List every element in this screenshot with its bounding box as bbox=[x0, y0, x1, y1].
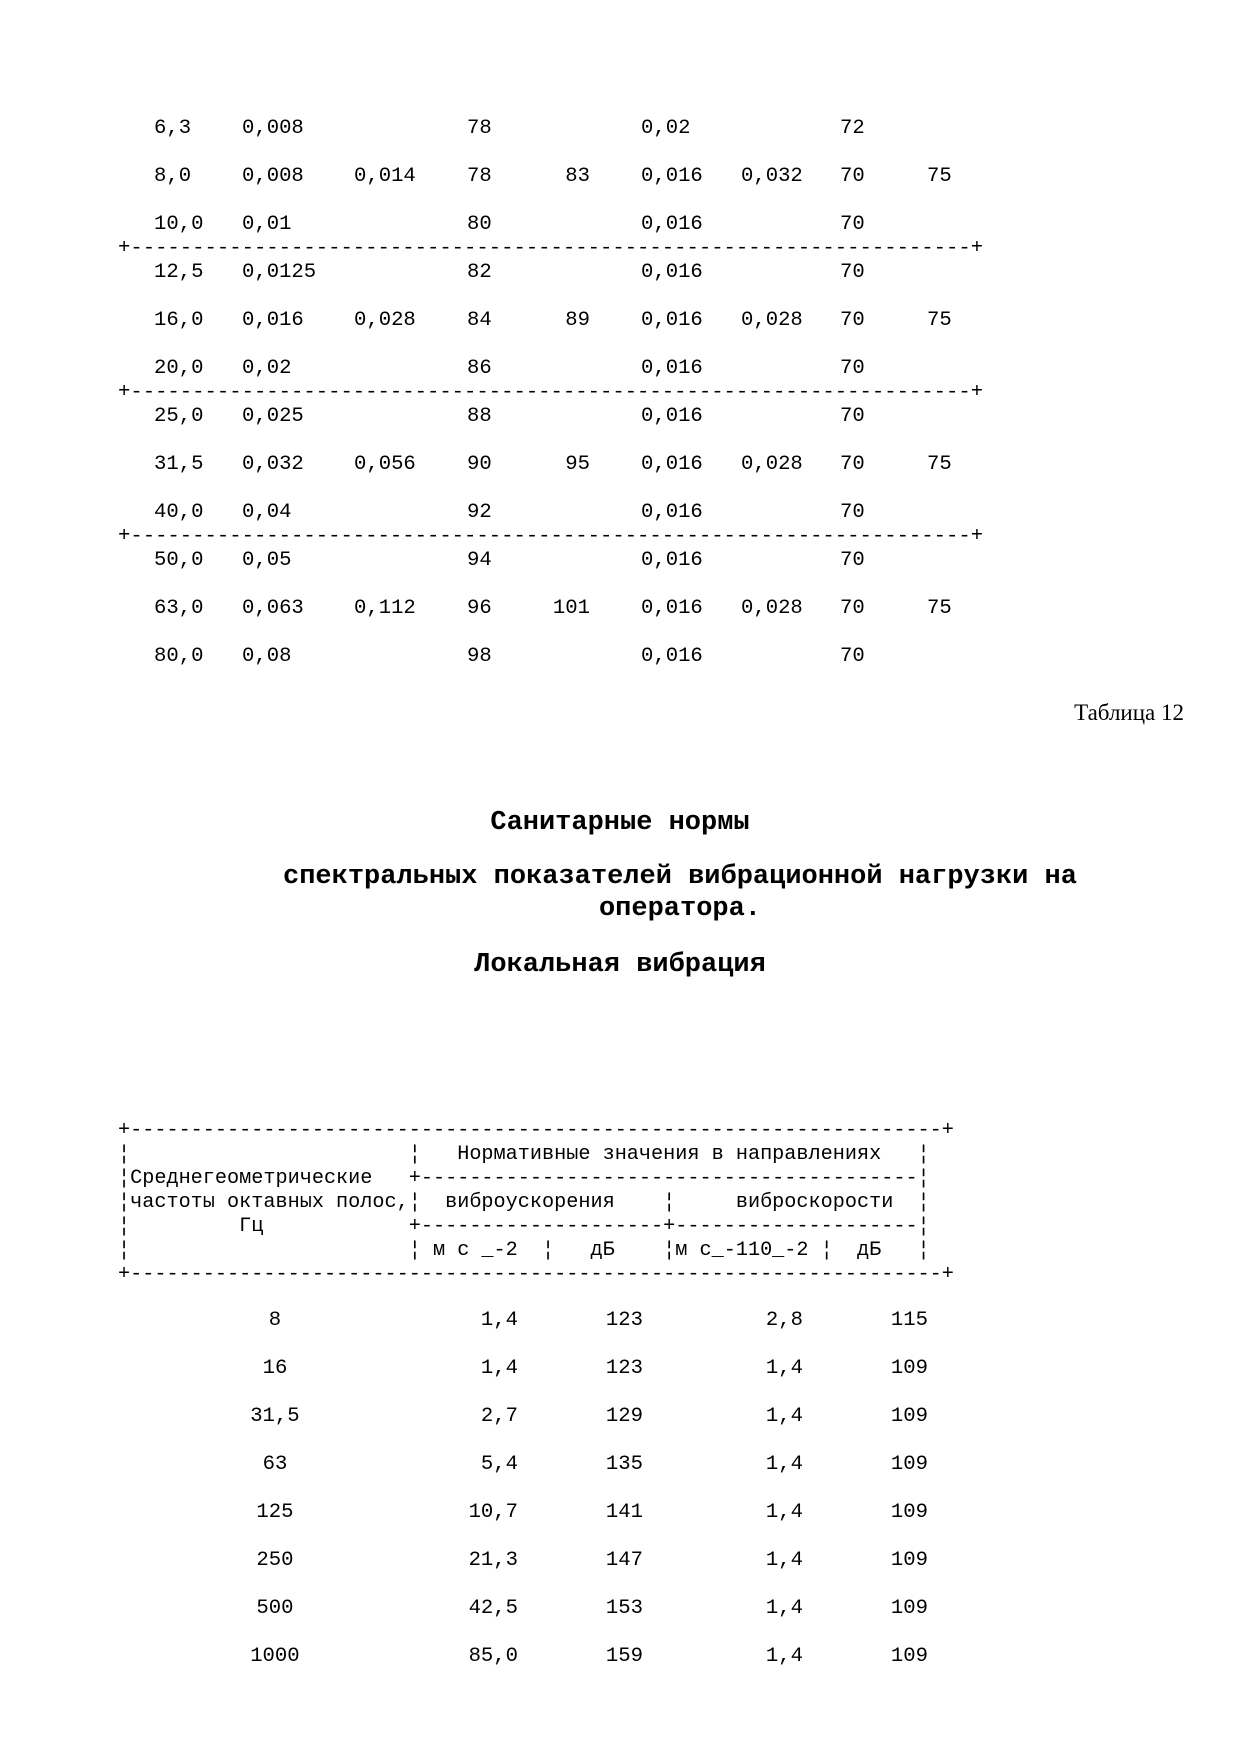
table-cell: 6,3 bbox=[154, 117, 192, 140]
table-cell: 63 bbox=[262, 1453, 288, 1476]
table-cell: 75 bbox=[927, 453, 952, 476]
table-cell: 0,008 bbox=[242, 165, 304, 188]
table-cell: 70 bbox=[840, 453, 865, 476]
table-cell: 115 bbox=[890, 1309, 928, 1332]
table-cell: 70 bbox=[840, 597, 865, 620]
table-header-line: ¦ Гц +--------------------+--------------------¦ bbox=[118, 1215, 930, 1238]
table-cell: 5,4 bbox=[480, 1453, 518, 1476]
table-separator: +--------------------------------------------------------------------+ bbox=[118, 525, 984, 548]
table-cell: 80,0 bbox=[154, 645, 204, 668]
table-cell: 0,056 bbox=[354, 453, 416, 476]
table-cell: 0,032 bbox=[242, 453, 304, 476]
table-cell: 0,008 bbox=[242, 117, 304, 140]
page-title: Санитарные нормы bbox=[490, 808, 750, 838]
table-cell: 82 bbox=[467, 261, 492, 284]
table-cell: 70 bbox=[840, 165, 865, 188]
table-cell: 0,016 bbox=[242, 309, 304, 332]
table-cell: 135 bbox=[605, 1453, 643, 1476]
table-separator: +--------------------------------------------------------------------+ bbox=[118, 381, 984, 404]
table-cell: 123 bbox=[605, 1357, 643, 1380]
table-cell: 109 bbox=[890, 1501, 928, 1524]
table-cell: 1,4 bbox=[480, 1309, 518, 1332]
table-cell: 0,01 bbox=[242, 213, 292, 236]
table-cell: 16,0 bbox=[154, 309, 204, 332]
table-cell: 0,02 bbox=[641, 117, 691, 140]
table-cell: 10,7 bbox=[468, 1501, 518, 1524]
table-cell: 1,4 bbox=[765, 1453, 803, 1476]
table-cell: 86 bbox=[467, 357, 492, 380]
table-cell: 0,016 bbox=[641, 597, 703, 620]
table-cell: 2,7 bbox=[480, 1405, 518, 1428]
table-cell: 75 bbox=[927, 597, 952, 620]
table-header-line: ¦частоты октавных полос,¦ виброускорения ¦ виброскорости ¦ bbox=[118, 1191, 930, 1214]
table-cell: 0,028 bbox=[741, 309, 803, 332]
table-cell: 70 bbox=[840, 357, 865, 380]
table-cell: 8 bbox=[268, 1309, 282, 1332]
table-cell: 10,0 bbox=[154, 213, 204, 236]
table-cell: 1,4 bbox=[765, 1549, 803, 1572]
table-cell: 31,5 bbox=[250, 1405, 300, 1428]
table-header-line: ¦ ¦ м с _-2 ¦ дБ ¦м с_-110_-2 ¦ дБ ¦ bbox=[118, 1239, 930, 1262]
table-separator: +--------------------------------------------------------------------+ bbox=[118, 237, 984, 260]
table-header-line: ¦ ¦ Нормативные значения в направлениях ¦ bbox=[118, 1143, 930, 1166]
table-cell: 0,016 bbox=[641, 165, 703, 188]
table-cell: 1000 bbox=[250, 1645, 300, 1668]
table-cell: 70 bbox=[840, 549, 865, 572]
table-cell: 84 bbox=[467, 309, 492, 332]
table-cell: 80 bbox=[467, 213, 492, 236]
table-cell: 125 bbox=[256, 1501, 294, 1524]
table-cell: 0,028 bbox=[741, 453, 803, 476]
table-cell: 141 bbox=[605, 1501, 643, 1524]
table-cell: 12,5 bbox=[154, 261, 204, 284]
table-cell: 0,016 bbox=[641, 405, 703, 428]
page-subtitle-local: Локальная вибрация bbox=[474, 950, 766, 980]
table-cell: 250 bbox=[256, 1549, 294, 1572]
table-cell: 109 bbox=[890, 1357, 928, 1380]
table-cell: 0,04 bbox=[242, 501, 292, 524]
table-cell: 63,0 bbox=[154, 597, 204, 620]
table-cell: 109 bbox=[890, 1549, 928, 1572]
table-cell: 0,016 bbox=[641, 549, 703, 572]
table-cell: 500 bbox=[256, 1597, 294, 1620]
table-cell: 147 bbox=[605, 1549, 643, 1572]
table-cell: 89 bbox=[565, 309, 590, 332]
table-cell: 0,016 bbox=[641, 309, 703, 332]
table-cell: 83 bbox=[565, 165, 590, 188]
table-label: Таблица 12 bbox=[1074, 700, 1184, 725]
table-cell: 109 bbox=[890, 1405, 928, 1428]
table-cell: 78 bbox=[467, 165, 492, 188]
table-cell: 0,014 bbox=[354, 165, 416, 188]
table-header-line: ¦Среднегеометрические +-----------------------------------------¦ bbox=[118, 1167, 930, 1190]
table-cell: 0,08 bbox=[242, 645, 292, 668]
table-header-line: +-------------------------------------------------------------------+ bbox=[118, 1263, 954, 1286]
table-cell: 85,0 bbox=[468, 1645, 518, 1668]
table-cell: 40,0 bbox=[154, 501, 204, 524]
table-cell: 0,016 bbox=[641, 213, 703, 236]
table-cell: 0,112 bbox=[354, 597, 416, 620]
table-cell: 109 bbox=[890, 1645, 928, 1668]
table-cell: 0,016 bbox=[641, 261, 703, 284]
table-cell: 70 bbox=[840, 405, 865, 428]
table-cell: 0,028 bbox=[741, 597, 803, 620]
table-cell: 75 bbox=[927, 165, 952, 188]
table-cell: 20,0 bbox=[154, 357, 204, 380]
table-cell: 129 bbox=[605, 1405, 643, 1428]
table-cell: 109 bbox=[890, 1453, 928, 1476]
table-cell: 1,4 bbox=[765, 1357, 803, 1380]
table-cell: 1,4 bbox=[765, 1597, 803, 1620]
table-cell: 70 bbox=[840, 213, 865, 236]
table-cell: 98 bbox=[467, 645, 492, 668]
table-cell: 153 bbox=[605, 1597, 643, 1620]
table-cell: 92 bbox=[467, 501, 492, 524]
table-cell: 123 bbox=[605, 1309, 643, 1332]
table-cell: 2,8 bbox=[765, 1309, 803, 1332]
table-cell: 0,016 bbox=[641, 645, 703, 668]
table-cell: 75 bbox=[927, 309, 952, 332]
table-cell: 8,0 bbox=[154, 165, 192, 188]
table-cell: 1,4 bbox=[765, 1645, 803, 1668]
table-cell: 16 bbox=[262, 1357, 288, 1380]
table-cell: 0,016 bbox=[641, 357, 703, 380]
table-cell: 0,025 bbox=[242, 405, 304, 428]
table-cell: 70 bbox=[840, 645, 865, 668]
table-cell: 90 bbox=[467, 453, 492, 476]
table-cell: 0,05 bbox=[242, 549, 292, 572]
table-cell: 25,0 bbox=[154, 405, 204, 428]
table-cell: 0,063 bbox=[242, 597, 304, 620]
table-cell: 70 bbox=[840, 501, 865, 524]
page-subtitle-cont: оператора. bbox=[598, 894, 762, 924]
table-header-line: +-------------------------------------------------------------------+ bbox=[118, 1119, 954, 1142]
table-cell: 0,0125 bbox=[242, 261, 317, 284]
table-cell: 42,5 bbox=[468, 1597, 518, 1620]
table-cell: 0,028 bbox=[354, 309, 416, 332]
table-cell: 1,4 bbox=[480, 1357, 518, 1380]
table-cell: 50,0 bbox=[154, 549, 204, 572]
table-cell: 109 bbox=[890, 1597, 928, 1620]
table-cell: 101 bbox=[552, 597, 590, 620]
table-cell: 95 bbox=[565, 453, 590, 476]
page-subtitle: спектральных показателей вибрационной нагрузки на bbox=[283, 862, 1077, 892]
table-cell: 0,016 bbox=[641, 453, 703, 476]
table-cell: 72 bbox=[840, 117, 865, 140]
table-cell: 94 bbox=[467, 549, 492, 572]
table-cell: 70 bbox=[840, 309, 865, 332]
table-cell: 159 bbox=[605, 1645, 643, 1668]
table-cell: 88 bbox=[467, 405, 492, 428]
table-cell: 70 bbox=[840, 261, 865, 284]
table-cell: 0,02 bbox=[242, 357, 292, 380]
table-cell: 1,4 bbox=[765, 1405, 803, 1428]
table-cell: 96 bbox=[467, 597, 492, 620]
table-cell: 21,3 bbox=[468, 1549, 518, 1572]
table-cell: 1,4 bbox=[765, 1501, 803, 1524]
table-cell: 31,5 bbox=[154, 453, 204, 476]
table-cell: 0,032 bbox=[741, 165, 803, 188]
table-cell: 78 bbox=[467, 117, 492, 140]
table-cell: 0,016 bbox=[641, 501, 703, 524]
